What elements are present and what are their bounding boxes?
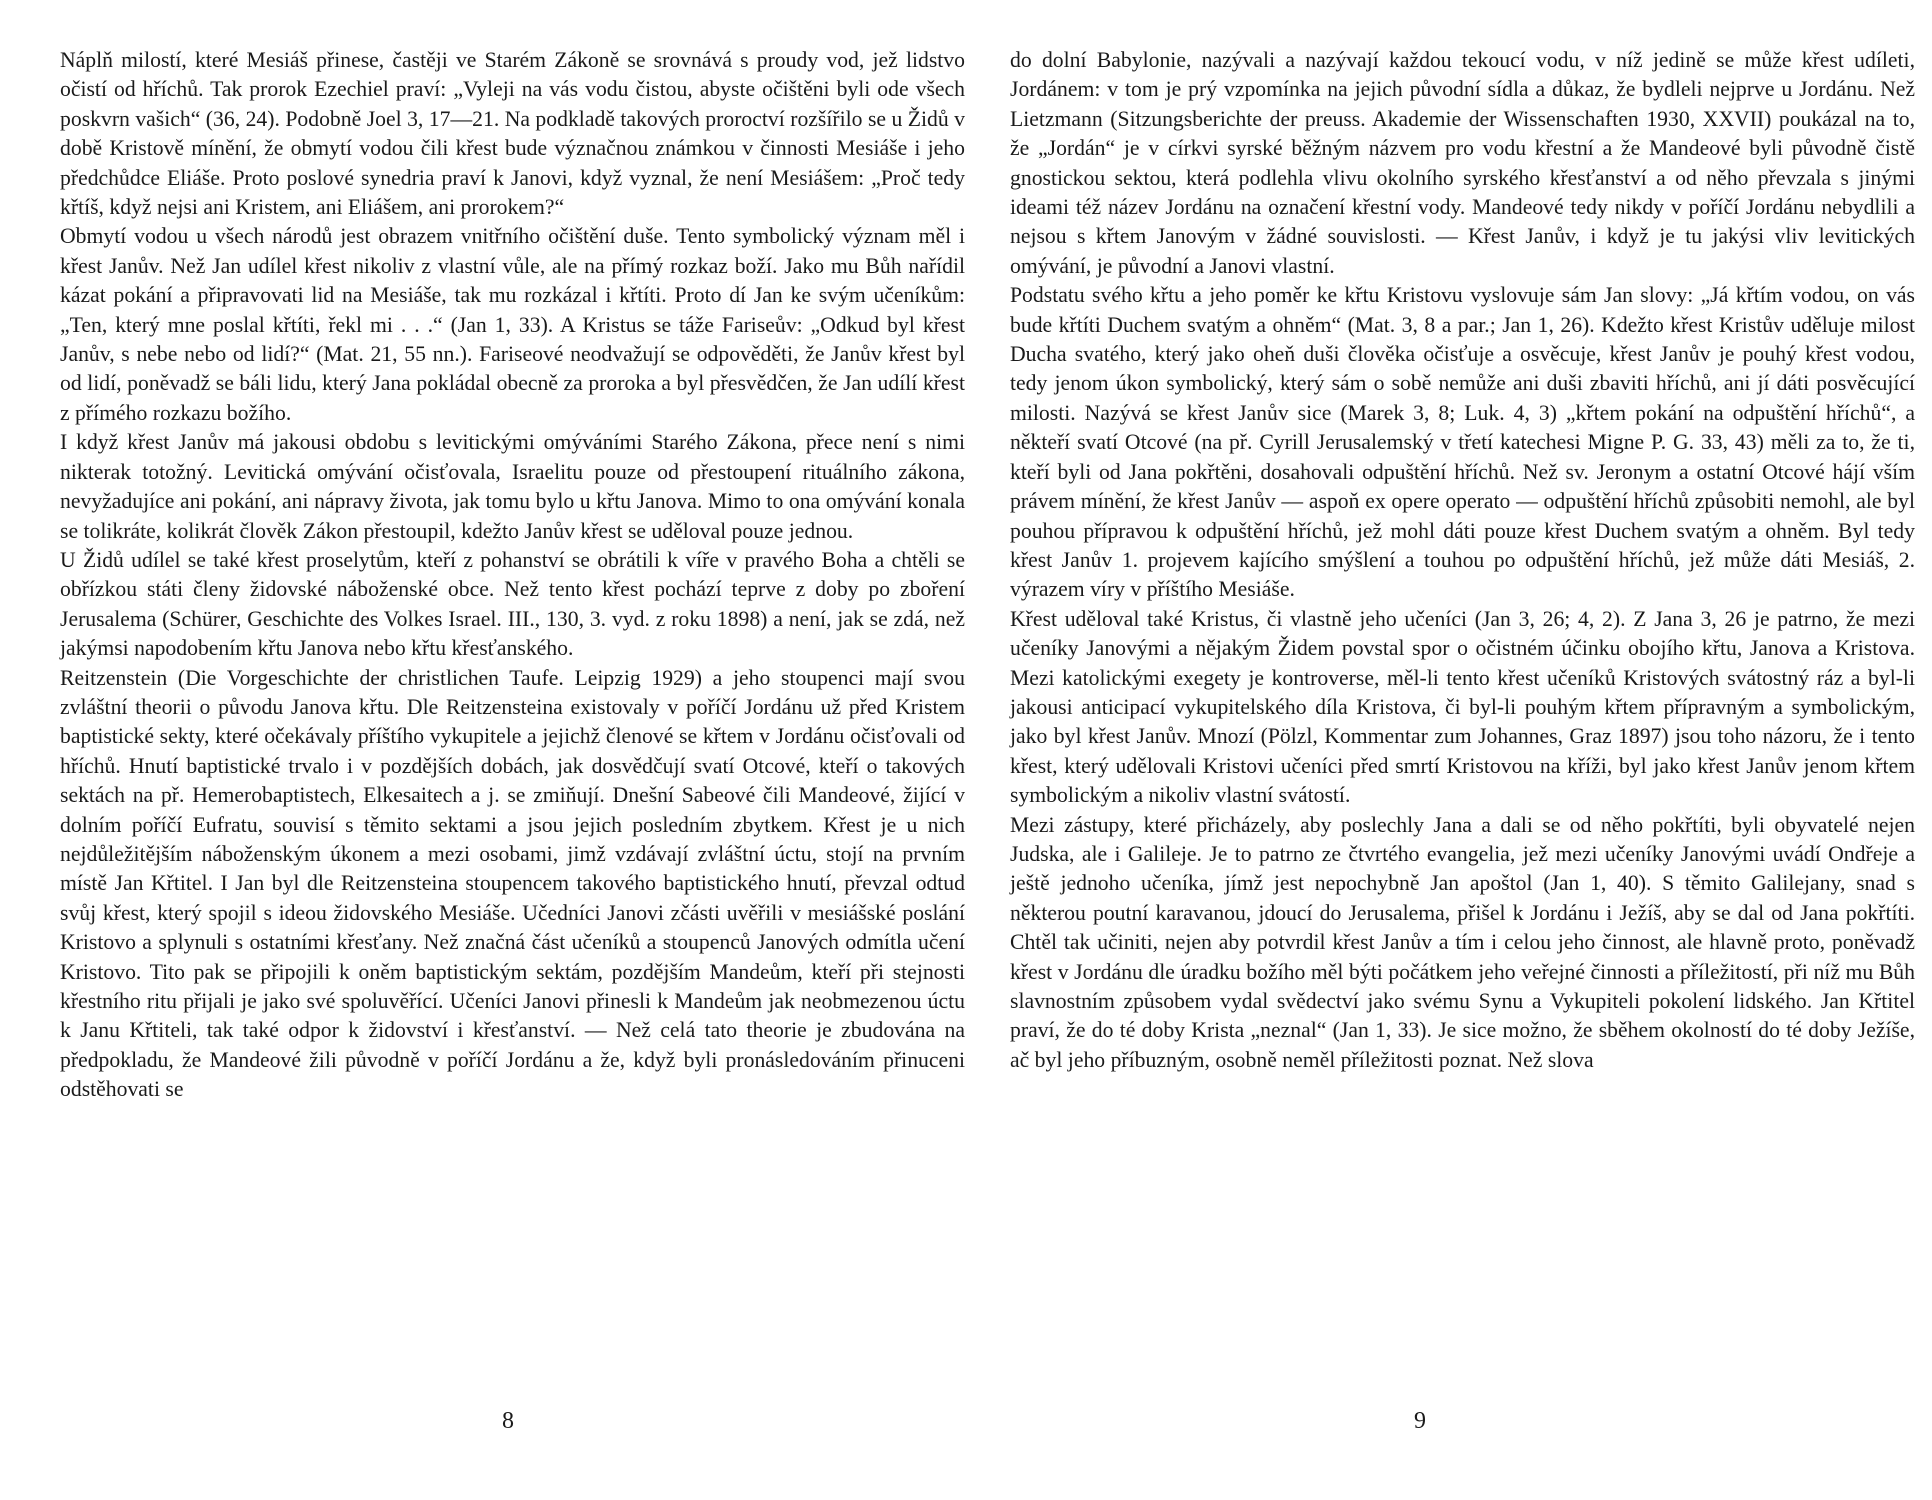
page-number: 8: [502, 1408, 514, 1434]
paragraph: Reitzenstein (Die Vorgeschichte der christlichen Taufe. Leipzig 1929) a jeho stoupenci mají svou zvláštní theorii o původu Janova křtu. Dle Reitzensteina existovaly v poříčí Jordánu už před Kristem baptistické sekty, které očekávaly příštího vykupitele a jejichž členové se křtem v Jordánu očisťovali od hříchů. Hnutí baptistické trvalo i v pozdějších dobách, jak dosvědčují svatí Otcové, kteří o takových sektách na př. Hemerobaptistech, Elkesaitech a j. se zmiňují. Dnešní Sabeové čili Mandeové, žijící v dolním poříčí Eufratu, souvisí s těmito sektami a jsou jejich posledním zbytkem. Křest je u nich nejdůležitějším náboženským úkonem a mezi osobami, jimž vzdávají zvláštní úctu, stojí na prvním místě Jan Křtitel. I Jan byl dle Reitzensteina stoupencem takového baptistického hnutí, převzal odtud svůj křest, který spojil s ideou židovského Mesiáše. Učedníci Janovi zčásti uvěřili v mesiášské poslání Kristovo a splynuli s ostatními křesťany. Než značná část učeníků a stoupenců Janových odmítla učení Kristovo. Tito pak se připojili k oněm baptistickým sektám, pozdějším Mandeům, kteří při stejnosti křestního ritu přijali je jako své spoluvěřící. Učeníci Janovi přinesli k Mandeům jak neobmezenou úctu k Janu Křtiteli, tak také odpor k židovství i křesťanství. — Než celá tato theorie je zbudována na předpokladu, že Mandeové žili původně v poříčí Jordánu a že, když byli pronásledováním přinuceni odstěhovati se: [60, 665, 965, 1102]
paragraph: Obmytí vodou u všech národů jest obrazem vnitřního očištění duše. Tento symbolický význam měl i křest Janův. Než Jan udílel křest nikoliv z vlastní vůle, ale na přímý rozkaz boží. Jako mu Bůh nařídil kázat pokání a připravovati lid na Mesiáše, tak mu rozkázal i křtíti. Proto dí Jan ke svým učeníkům: „Ten, který mne poslal křtíti, řekl mi . . .“ (Jan 1, 33). A Kristus se táže Fariseův: „Odkud byl křest Janův, s nebe nebo od lidí?“ (Mat. 21, 55 nn.). Fariseové neodvažují se odpověděti, že Janův křest byl od lidí, poněvadž se báli lidu, který Jana pokládal obecně za proroka a byl přesvědčen, že Jan udílí křest z přímého rozkazu božího.: [60, 224, 965, 425]
paragraph: do dolní Babylonie, nazývali a nazývají každou tekoucí vodu, v níž jedině se může křest udíleti, Jordánem: v tom je prý vzpomínka na jejich původní sídla a důkaz, že bydleli nejprve u Jordánu. Než Lietzmann (Sitzungsberichte der preuss. Akademie der Wissenschaften 1930, XXVII) poukázal na to, že „Jordán“ je v církvi syrské běžným názvem pro vodu křestní a že Mandeové byli původně čistě gnostickou sektou, která podlehla vlivu okolního syrského křesťanství a od něho převzala s jinými ideami též název Jordánu na označení křestní vody. Mandeové tedy nikdy v poříčí Jordánu nebydlili a nejsou s křtem Janovým v žádné souvislosti. — Křest Janův, i když je tu jakýsi vliv levitických omývání, je původní a Janovi vlastní.: [1010, 48, 1915, 278]
right-page: [1010, 46, 1915, 1446]
left-page-text: [60, 46, 965, 1105]
paragraph: U Židů udílel se také křest proselytům, kteří z pohanství se obrátili k víře v pravého Boha a chtěli se obřízkou státi členy židovské náboženské obce. Než tento křest pochází teprve z doby po zboření Jerusalema (Schürer, Geschichte des Volkes Israel. III., 130, 3. vyd. z roku 1898) a není, jak se zdá, než jakýmsi napodobením křtu Janova nebo křtu křesťanského.: [60, 547, 965, 661]
left-page: [60, 46, 965, 1446]
paragraph: Mezi zástupy, které přicházely, aby poslechly Jana a dali se od něho pokřtíti, byli obyvatelé nejen Judska, ale i Galileje. Je to patrno ze čtvrtého evangelia, jež mezi učeníky Janovými uvádí Ondřeje a ještě jednoho učeníka, jímž jest nepochybně Jan apoštol (Jan 1, 40). S těmito Galilejany, snad s některou poutní karavanou, jdoucí do Jerusalema, přišel k Jordánu i Ježíš, aby se dal od Jana pokřtíti. Chtěl tak učiniti, nejen aby potvrdil křest Janův a tím i celou jeho činnost, ale hlavně proto, poněvadž křest v Jordánu dle úradku božího měl býti počátkem jeho veřejné činnosti a příležitostí, při níž mu Bůh slavnostním způsobem vydal svědectví jako svému Synu a Vykupiteli pokolení lidského. Jan Křtitel praví, že do té doby Krista „neznal“ (Jan 1, 33). Je sice možno, že sběhem okolností do té doby Ježíše, ač byl jeho příbuzným, osobně neměl příležitosti poznat. Než slova: [1010, 812, 1915, 1072]
paragraph: I když křest Janův má jakousi obdobu s levitickými omýváními Starého Zákona, přece není s nimi nikterak totožný. Levitická omývání očisťovala, Israelitu pouze od přestoupení rituálního zákona, nevyžadujíce ani pokání, ani nápravy života, jak tomu bylo u křtu Janova. Mimo to ona omývání konala se tolikráte, kolikrát člověk Zákon přestoupil, kdežto Janův křest se uděloval pouze jednou.: [60, 430, 965, 543]
paragraph: Podstatu svého křtu a jeho poměr ke křtu Kristovu vyslovuje sám Jan slovy: „Já křtím vodou, on vás bude křtíti Duchem svatým a ohněm“ (Mat. 3, 8 a par.; Jan 1, 26). Kdežto křest Kristův uděluje milost Ducha svatého, který jako oheň duši člověka očisťuje a osvěcuje, křest Janův je pouhý křest vodou, tedy jenom úkon symbolický, který sám o sobě nemůže ani duši zbaviti hříchů, ani jí dáti posvěcující milosti. Nazývá se křest Janův sice (Marek 3, 8; Luk. 4, 3) „křtem pokání na odpuštění hříchů“, a někteří svatí Otcové (na př. Cyrill Jerusalemský v třetí katechesi Migne P. G. 33, 43) měli za to, že ti, kteří byli od Jana pokřtěni, dosahovali odpuštění hříchů. Než sv. Jeronym a ostatní Otcové hájí vším právem mínění, že křest Janův — aspoň ex opere operato — odpuštění hříchů způsobiti nemohl, ale byl pouhou přípravou k odpuštění hříchů, jež mohl dáti pouze křest Duchem svatým a ohněm. Byl tedy křest Janův 1. projevem kajícího smýšlení a touhou po odpuštění hříchů, jež může dáti Mesiáš, 2. výrazem víry v příštího Mesiáše.: [1010, 283, 1915, 602]
right-page-text: [1010, 46, 1915, 1075]
page-number: 9: [1414, 1408, 1426, 1434]
paragraph: Křest uděloval také Kristus, či vlastně jeho učeníci (Jan 3, 26; 4, 2). Z Jana 3, 26 je patrno, že mezi učeníky Janovými a nějakým Židem povstal spor o očistném účinku obojího křtu, Janova a Kristova. Mezi katolickými exegety je kontroverse, měl-li tento křest učeníků Kristových svátostný ráz a byl-li jakousi anticipací vykupitelského díla Kristova, či byl-li pouhým křtem přípravným a symbolickým, jako byl křest Janův. Mnozí (Pölzl, Kommentar zum Johannes, Graz 1897) jsou toho názoru, že i tento křest, který udělovali Kristovi učeníci před smrtí Kristovou na kříži, byl jako křest Janův jenom křtem symbolickým a nikoliv vlastní svátostí.: [1010, 606, 1915, 808]
paragraph: Náplň milostí, které Mesiáš přinese, častěji ve Starém Zákoně se srovnává s proudy vod, jež lidstvo očistí od hříchů. Tak prorok Ezechiel praví: „Vyleji na vás vodu čistou, abyste očištěni byli ode všech poskvrn vašich“ (36, 24). Podobně Joel 3, 17—21. Na podkladě takových proroctví rozšířilo se u Židů v době Kristově mínění, že obmytí vodou čili křest bude význačnou známkou v činnosti Mesiáše i jeho předchůdce Eliáše. Proto poslové synedria praví k Janovi, když vyznal, že není Mesiášem: „Proč tedy křtíš, když nejsi ani Kristem, ani Eliášem, ani prorokem?“: [60, 48, 965, 220]
